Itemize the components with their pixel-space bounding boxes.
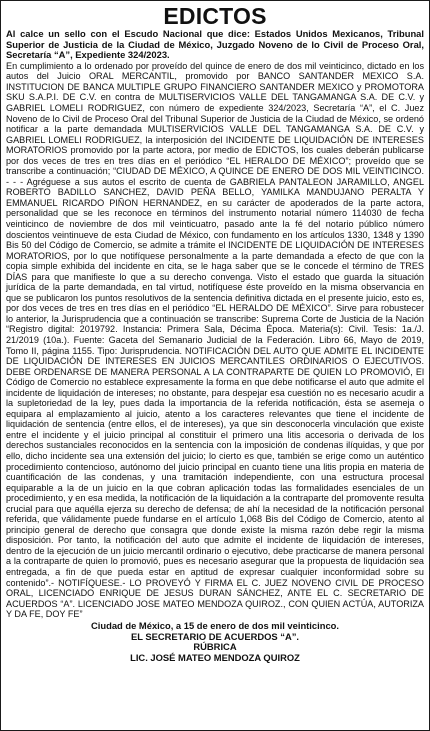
notice-body: En cumplimiento a lo ordenado por proveído del quince de enero de dos mil veinticinco, dictado en los autos del Juicio ORAL MERCANTIL, promovido por BANCO SANTANDER MEXICO S.A. INSTITUCION DE BANCA MULTIPLE GRUPO FINANCIERO SANTANDER MEXICO y PROMOTORA SKU S.A.P.I. DE C.V. en contra de MULTISERVICIOS VALLE DEL TANGAMANGA S.A. DE C.V. y GABRIEL LOMELI RODRIGUEZ, con número de expediente 324/2023, Secretaría “A”, el C. Juez Noveno de lo Civil de Proceso Oral del Tribunal Superior de Justicia de la Ciudad de México, se ordenó notificar a la parte demandada MULTISERVICIOS VALLE DEL TANGAMANGA S.A. DE C.V. y GABRIEL LOMELI RODRIGUEZ, la interposición del INCIDENTE DE LIQUIDACIÓN DE INTERESES MORATORIOS promovido por la parte actora, por medio de EDICTOS, los cuales deberán publicarse por dos veces de tres en tres días en el periódico “EL HERALDO DE MÉXICO”; proveído que se transcribe a continuación; “CIUDAD DE MÉXICO, A QUINCE DE ENERO DE DOS MIL VEINTICINCO. - - - Agréguese a sus autos el escrito de cuenta de GABRIELA PANTALEON JARAMILLO, ANGEL ROBERTO BADILLO SANCHEZ, DAVID PEÑA BELLO, YAMILKA MANDUJANO PERALTA Y EMMANUEL RICARDO PIÑON HERNANDEZ, en su carácter de apoderados de la parte actora, personalidad que se les reconoce en términos del instrumento notarial número 114030 de fecha veinticinco de noviembre de dos mil veinticuatro, pasado ante la fé del notario público número doscientos veintinueve de esta Ciudad de México, con fundamento en los artículos 1330, 1348 y 1390 Bis 50 del Código de Comercio, se admite a trámite el INCIDENTE DE LIQUIDACIÓN DE INTERESES MORATORIOS, por lo que notifíquese personalmente a la parte demandada a efecto de que con la copia simple exhibida del incidente en cita, se le haga saber que se le concede el término de TRES DÍAS para que manifieste lo que a su derecho convenga. Visto el estado que guarda la situación jurídica de la parte demandada, en tal virtud, notifíquese éste proveído en la misma observancia en que se publicaron los puntos resolutivos de la sentencia definitiva dictada en el presente juicio, esto es, por dos veces de tres en tres días en el periódico “EL HERALDO DE MÉXICO”. Sirve para robustecer lo anterior, la Jurisprudencia que a continuación se transcribe: Suprema Corte de Justicia de la Nación “Registro digital: 2019792. Instancia: Primera Sala, Décima Época. Materia(s): Civil. Tesis: 1a./J. 21/2019 (10a.). Fuente: Gaceta del Semanario Judicial de la Federación. Libro 66, Mayo de 2019, Tomo II, página 1155. Tipo: Jurisprudencia. NOTIFICACIÓN DEL AUTO QUE ADMITE EL INCIDENTE DE LIQUIDACIÓN DE INTERESES EN JUICIOS MERCANTILES ORDINARIOS O EJECUTIVOS. DEBE ORDENARSE DE MANERA PERSONAL A LA CONTRAPARTE DE QUIEN LO PROMOVIÓ, El Código de Comercio no establece expresamente la forma en que debe notificarse el auto que admite el incidente de liquidación de intereses; no obstante, para despejar esa cuestión no es necesario acudir a la supletoriedad de la ley, pues dada la importancia de la referida notificación, ésta se asemeja o equipara al emplazamiento al juicio, atento a los caracteres relevantes que tiene el incidente de liquidación de sentencia (entre ellos, el de intereses), ya que sin desconocerla vinculación que existe entre el incidente y el juicio principal al constituir el primero una litis accesoria o derivada de los derechos sustanciales reconocidos en la sentencia con la imposición de condenas ilíquidas, y que por ello, dicho incidente sea una extensión del juicio; lo cierto es que, también se erige como un auténtico procedimiento contencioso, autónomo del juicio principal en cuanto tiene una litis propia en materia de cuantificación de las condenas, y una tramitación independiente, con una estructura procesal equiparable a la de un juicio en la que cobran aplicación todas las formalidades esenciales de un procedimiento, y en esa medida, la notificación de la liquidación a la contraparte del promovente resulta crucial para que aquélla ejerza su derecho de defensa; de ahí la necesidad de la notificación personal referida, que válidamente puede fundarse en el artículo 1,068 Bis del Código de Comercio, atento al principio general de derecho que consagra que donde existe la misma razón debe regir la misma disposición. Por tanto, la notificación del auto que admite el incidente de liquidación de intereses, dentro de la ejecución de un juicio mercantil ordinario o ejecutivo, debe practicarse de manera personal a la contraparte de quien lo promovió, pues es necesario asegurar que la propuesta de liquidación sea entregada, a fin de que pueda estar en aptitud de expresar cualquier inconformidad sobre su contenido”.- NOTIFÍQUESE.- LO PROVEYÓ Y FIRMA EL C. JUEZ NOVENO CIVIL DE PROCESO ORAL, LICENCIADO ENRIQUE DE JESUS DURAN SÁNCHEZ, ANTE EL C. SECRETARIO DE ACUERDOS “A”. LICENCIADO JOSE MATEO MENDOZA QUIROZ., CON QUIEN ACTÚA, AUTORIZA Y DA FE, DOY FE” bbox=[6, 60, 424, 620]
secretary-title: EL SECRETARIO DE ACUERDOS “A”. bbox=[130, 630, 300, 642]
place-date: Ciudad de México, a 15 de enero de dos mil veinticinco. bbox=[91, 619, 339, 631]
notice-intro: Al calce un sello con el Escudo Nacional que dice: Estados Unidos Mexicanos, Tribunal Superior de Justicia de la Ciudad de México, Juzgado Noveno de lo Civil de Proceso Oral, Secretaría “A”, Expediente 324/2023. bbox=[6, 28, 424, 61]
rubrica-label: RÚBRICA bbox=[193, 641, 237, 653]
notice-footer bbox=[6, 621, 424, 664]
notice-title: EDICTOS bbox=[163, 3, 267, 29]
signer-name: LIC. JOSÉ MATEO MENDOZA QUIROZ bbox=[130, 652, 300, 664]
